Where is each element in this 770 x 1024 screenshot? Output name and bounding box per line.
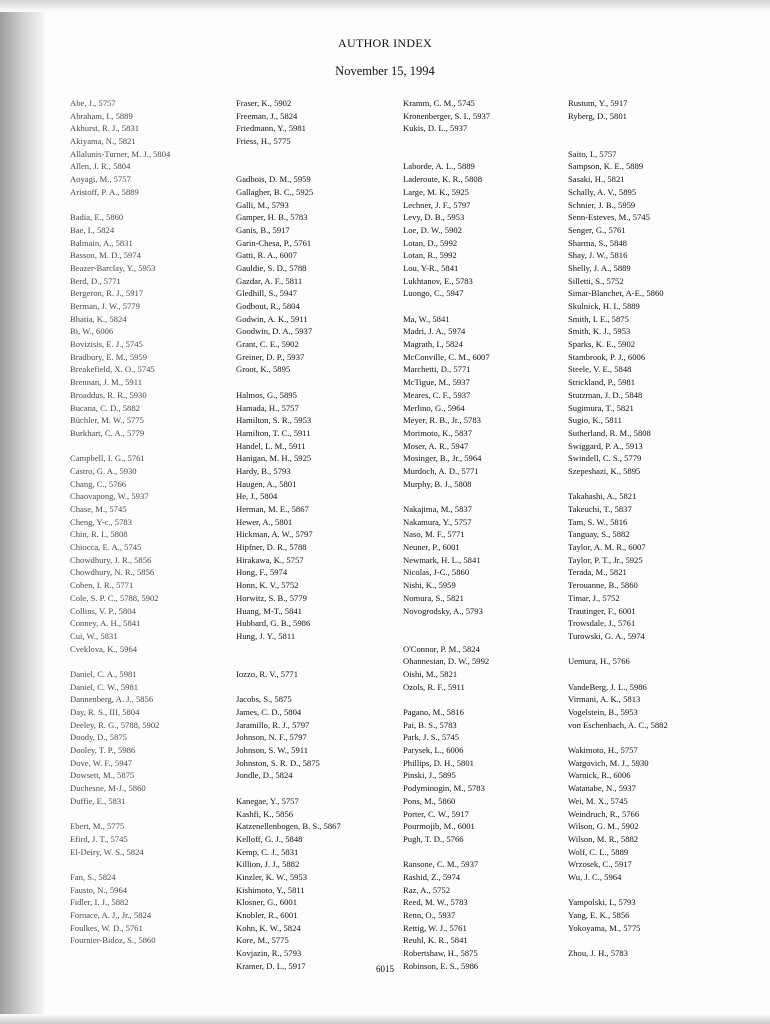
index-entry: Pagano, M., 5816	[403, 707, 464, 717]
index-entry: Hubbard, G. B., 5986	[236, 618, 311, 629]
index-entry: Gazdar, A. F., 5811	[236, 275, 303, 286]
index-entry: Pinski, J., 5895	[403, 770, 456, 781]
index-entry: Killion, J. J., 5882	[236, 859, 300, 870]
index-entry: Neuner, P., 6001	[403, 542, 460, 553]
index-gap	[403, 617, 490, 630]
index-entry: Godwin, A. K., 5911	[236, 313, 308, 324]
index-entry: Abe, J., 5757	[70, 98, 116, 108]
index-entry: Day, R. S., III, 5804	[70, 707, 140, 717]
index-entry: Kanegae, Y., 5757	[236, 795, 299, 806]
index-entry: Novogrodsky, A., 5793	[403, 605, 483, 616]
index-entry: Chiocca, E. A., 5745	[70, 542, 142, 553]
index-entry: Fan, S., 5824	[70, 871, 116, 882]
index-entry: Chase, M., 5745	[70, 504, 127, 514]
index-entry: Mosinger, B., Jr., 5964	[403, 453, 482, 464]
index-entry: Chaovapong, W., 5937	[70, 491, 149, 502]
index-entry: Nomura, S., 5821	[403, 592, 464, 603]
index-entry: Abraham, I., 5889	[70, 110, 133, 121]
index-entry: Kovjazin, R., 5793	[236, 948, 302, 959]
index-gap	[236, 655, 341, 668]
index-gap	[568, 731, 668, 744]
index-entry: Ransone, C. M., 5937	[403, 859, 479, 870]
index-entry: Pugh, T. D., 5766	[403, 833, 464, 844]
index-entry: Conney, A. H., 5841	[70, 618, 141, 629]
index-entry: Ebert, M., 5775	[70, 821, 125, 832]
index-entry: Hickman, A. W., 5797	[236, 529, 313, 540]
index-entry: Newmark, H. L., 5841	[403, 554, 481, 565]
index-gap	[236, 643, 341, 656]
index-entry: Aristoff, P. A., 5889	[70, 186, 139, 197]
index-entry: Jacobs, S., 5875	[236, 694, 292, 705]
index-entry: Katzenellenbogen, B. S., 5867	[236, 821, 341, 832]
index-entry: Parysek, L., 6006	[403, 745, 464, 756]
index-entry: Park, J. S., 5745	[403, 732, 460, 743]
index-entry: Cui, W., 5831	[70, 630, 118, 641]
index-entry: James, C. D., 5804	[236, 707, 302, 717]
index-entry: Deeley, R. G., 5788, 5902	[70, 719, 160, 730]
index-entry: Bovizisis, E. J., 5745	[70, 339, 143, 350]
index-entry: Fausto, N., 5964	[70, 884, 128, 895]
index-entry: VandeBerg, J. L., 5986	[568, 681, 647, 692]
index-entry: El-Deiry, W. S., 5824	[70, 846, 144, 857]
index-entry: Huang, M-T., 5841	[236, 605, 302, 616]
page-title: AUTHOR INDEX	[338, 36, 432, 50]
index-gap	[568, 884, 668, 897]
index-entry: Kore, M., 5775	[236, 935, 289, 946]
index-gap	[236, 160, 341, 173]
index-entry: Morimoto, K., 5837	[403, 427, 472, 438]
index-entry: Allalunis-Turner, M. J., 5804	[70, 148, 171, 159]
index-entry: Watanabe, N., 5937	[568, 783, 636, 794]
index-entry: Greiner, D. P., 5937	[236, 351, 305, 362]
index-entry: Haugen, A., 5801	[236, 478, 297, 489]
index-column-2	[236, 97, 341, 972]
index-entry: Robinson, E. S., 5986	[403, 960, 479, 971]
index-gap	[403, 300, 490, 313]
index-entry: Kashfi, K., 5856	[236, 808, 294, 819]
index-entry: Berd, D., 5771	[70, 275, 121, 286]
index-entry: Wu, J. C., 5964	[568, 871, 622, 882]
index-entry: Cheng, Y-c., 5783	[70, 516, 132, 527]
index-entry: Rashid, Z., 5974	[403, 871, 461, 882]
index-entry: Taylor, P. T., Jr., 5925	[568, 554, 643, 565]
index-entry: Bae, I., 5824	[70, 224, 115, 235]
index-entry: Phillips, D. H., 5801	[403, 757, 474, 768]
index-entry: Hamilton, S. R., 5953	[236, 415, 312, 426]
index-entry: Johnson, N. F., 5797	[236, 732, 307, 743]
index-entry: Sharma, S., 5848	[568, 237, 627, 248]
index-entry: Nakamura, Y., 5757	[403, 516, 472, 527]
index-entry: Murphy, B. J., 5808	[403, 478, 472, 489]
index-entry: Szepeshazi, K., 5895	[568, 465, 641, 476]
index-entry: Kohn, K. W., 5824	[236, 922, 301, 933]
index-entry: Stutzman, J. D., 5848	[568, 389, 643, 400]
page-date: November 15, 1994	[335, 64, 435, 78]
index-entry: Sutherland, R. M., 5808	[568, 427, 651, 438]
index-gap	[568, 478, 668, 491]
index-entry: Marchetti, D., 5771	[403, 364, 471, 375]
index-entry: Pons, M., 5860	[403, 795, 456, 806]
index-entry: Meyer, R. B., Jr., 5783	[403, 415, 481, 426]
index-entry: Cole, S. P. C., 5788, 5902	[70, 592, 159, 603]
index-entry: Breakefield, X. O., 5745	[70, 364, 155, 375]
index-gap	[70, 655, 170, 668]
index-entry: Sugimura, T., 5821	[568, 402, 634, 413]
index-entry: Beazer-Barclay, Y., 5953	[70, 262, 156, 273]
index-entry: Smith, I. E., 5875	[568, 313, 629, 324]
index-entry: Terada, M., 5821	[568, 567, 627, 578]
index-entry: McConville, C. M., 6007	[403, 351, 490, 362]
index-entry: von Eschenbach, A. C., 5882	[568, 719, 668, 730]
index-gap	[568, 934, 668, 947]
index-entry: Smith, K. J., 5953	[568, 326, 631, 337]
index-entry: Akiyama, N., 5821	[70, 136, 136, 147]
index-entry: Schally, A. V., 5895	[568, 186, 637, 197]
index-entry: Gauldie, S. D., 5788	[236, 262, 307, 273]
index-entry: Halmos, G., 5895	[236, 389, 297, 400]
index-gap	[236, 376, 341, 389]
index-entry: Senger, G., 5761	[568, 224, 626, 235]
index-column-1	[70, 97, 170, 947]
index-entry: Skulnick, H. I., 5889	[568, 301, 640, 311]
index-entry: Lechner, J. F., 5797	[403, 199, 471, 210]
index-entry: Fornace, A. J., Jr., 5824	[70, 910, 152, 920]
index-entry: Collins, V. P., 5804	[70, 605, 136, 616]
index-entry: Daniel, C. W., 5981	[70, 681, 139, 692]
index-entry: Ma, W., 5841	[403, 313, 450, 324]
index-gap	[70, 858, 170, 871]
index-entry: Gledhill, S., 5947	[236, 288, 297, 299]
index-entry: Stambrook, P. J., 6006	[568, 351, 646, 362]
index-entry: Balmain, A., 5831	[70, 237, 133, 248]
index-entry: Wakimoto, H., 5757	[568, 745, 638, 756]
index-entry: Lotan, R., 5992	[403, 250, 457, 261]
index-entry: Ohannesian, D. W., 5992	[403, 656, 490, 667]
index-entry: Schnier, J. B., 5959	[568, 199, 636, 210]
index-entry: Freeman, J., 5824	[236, 110, 298, 121]
index-entry: Sampson, K. E., 5889	[568, 161, 644, 172]
index-gap	[236, 681, 341, 694]
index-entry: Simar-Blanchet, A-E., 5860	[568, 288, 664, 299]
index-entry: Kelloff, G. J., 5848	[236, 833, 303, 844]
index-entry: Dove, W. F., 5947	[70, 757, 133, 768]
index-entry: Terouanne, B., 5860	[568, 580, 638, 591]
index-entry: Dannenberg, A. J., 5856	[70, 694, 154, 705]
index-entry: Hardy, B., 5793	[236, 465, 291, 476]
index-column-4	[568, 97, 668, 960]
index-entry: Gadbois, D. M., 5959	[236, 174, 311, 185]
index-entry: Kukis, D. L., 5937	[403, 123, 468, 134]
index-entry: Büchler, M. W., 5775	[70, 415, 144, 426]
index-entry: Porter, C. W., 5917	[403, 808, 469, 819]
index-entry: Large, M. K., 5925	[403, 186, 469, 197]
index-entry: Laborde, A. L., 5889	[403, 161, 475, 172]
index-entry: Pourmojib, M., 6001	[403, 821, 475, 832]
index-entry: Jondle, D., 5824	[236, 770, 293, 781]
index-entry: Murdoch, A. D., 5771	[403, 465, 479, 476]
index-entry: Burkhart, C. A., 5779	[70, 427, 145, 438]
index-entry: O'Connor, P. M., 5824	[403, 643, 480, 654]
index-gap	[403, 630, 490, 643]
index-entry: Hirakawa, K., 5757	[236, 554, 304, 565]
index-gap	[403, 135, 490, 148]
index-entry: Honn, K. V., 5752	[236, 580, 299, 591]
index-entry: Groot, K., 5895	[236, 364, 291, 375]
index-entry: Godbout, R., 5804	[236, 301, 300, 311]
index-entry: Luongo, C., 5947	[403, 288, 464, 299]
index-entry: Bhatia, K., 5824	[70, 313, 127, 324]
index-entry: Galli, M., 5793	[236, 199, 289, 210]
index-entry: Saito, I., 5757	[568, 148, 617, 159]
index-entry: Nishi, K., 5959	[403, 580, 456, 591]
index-entry: Aoyagi, M., 5757	[70, 174, 131, 185]
index-entry: Hong, F., 5974	[236, 567, 288, 578]
index-entry: Oishi, M., 5821	[403, 668, 458, 679]
index-entry: Raz, A., 5752	[403, 884, 451, 895]
index-entry: Sparks, K. E., 5902	[568, 339, 636, 350]
index-entry: Shay, J. W., 5816	[568, 250, 628, 261]
index-entry: Kemp, C. J., 5831	[236, 846, 299, 857]
index-entry: Bi, W., 6006	[70, 326, 114, 337]
index-entry: Swindell, C. S., 5779	[568, 453, 642, 464]
index-entry: Basson, M. D., 5974	[70, 250, 141, 261]
index-entry: Garin-Chesa, P., 5761	[236, 237, 312, 248]
index-entry: Nakajima, M., 5837	[403, 504, 472, 514]
index-entry: Knobler, R., 6001	[236, 910, 298, 920]
index-entry: Takahashi, A., 5821	[568, 491, 637, 502]
index-entry: He, J., 5804	[236, 491, 278, 502]
page-number: 6015	[376, 964, 394, 974]
index-entry: Silletti, S., 5752	[568, 275, 624, 286]
index-entry: Herman, M. E., 5867	[236, 504, 309, 514]
index-gap	[403, 148, 490, 161]
index-entry: Fidler, I. J., 5882	[70, 897, 129, 908]
index-entry: Takeuchi, T., 5837	[568, 504, 632, 514]
index-entry: Gallagher, B. C., 5925	[236, 186, 314, 197]
index-entry: Lotan, D., 5992	[403, 237, 458, 248]
index-entry: Vogelstein, B., 5953	[568, 707, 638, 717]
index-entry: Yokoyama, M., 5775	[568, 922, 641, 933]
index-entry: Goodwin, D. A., 5937	[236, 326, 313, 337]
index-entry: Fournier-Bidoz, S., 5860	[70, 935, 156, 946]
index-entry: Levy, D. B., 5953	[403, 212, 465, 223]
index-gap	[236, 148, 341, 161]
index-entry: Wei, M. X., 5745	[568, 795, 628, 806]
index-gap	[403, 490, 490, 503]
index-entry: Loe, D. W., 5902	[403, 224, 462, 235]
index-entry: Bucana, C. D., 5882	[70, 402, 140, 413]
index-entry: Pai, B. S., 5783	[403, 719, 457, 730]
index-entry: Timar, J., 5752	[568, 592, 620, 603]
index-entry: Bradbury, E. M., 5959	[70, 351, 148, 362]
index-entry: Grant, C. E., 5902	[236, 339, 299, 350]
index-entry: Klosner, G., 6001	[236, 897, 297, 908]
index-entry: Foulkes, W. D., 5761	[70, 922, 143, 933]
index-entry: Cohen, I. R., 5771	[70, 580, 134, 591]
index-entry: Akhurst, R. J., 5831	[70, 123, 139, 134]
index-entry: Shelly, J. A., 5889	[568, 262, 631, 273]
index-entry: Moser, A. R., 5947	[403, 440, 469, 451]
index-entry: Wolf, C. L., 5889	[568, 846, 629, 857]
index-entry: Robertshaw, H., 5875	[403, 948, 478, 959]
index-gap	[568, 643, 668, 656]
index-entry: Handel, L. M., 5911	[236, 440, 306, 451]
index-entry: Hipfner, D. R., 5788	[236, 542, 307, 553]
index-entry: Duchesne, M-J., 5860	[70, 783, 146, 794]
index-entry: Wargovich, M. J., 5930	[568, 757, 649, 768]
index-entry: Sasaki, H., 5821	[568, 174, 625, 185]
index-entry: Cveklova, K., 5964	[70, 643, 138, 654]
index-entry: Lou, Y-R., 5841	[403, 262, 459, 273]
index-entry: Magrath, I., 5824	[403, 339, 463, 350]
index-entry: Fraser, K., 5902	[236, 98, 292, 108]
index-entry: Wilson, G. M., 5902	[568, 821, 639, 832]
index-entry: Daniel, C. A., 5981	[70, 668, 137, 679]
index-entry: Warnick, R., 6006	[568, 770, 631, 781]
index-entry: Reuhl, K. R., 5841	[403, 935, 468, 946]
index-entry: Friess, H., 5775	[236, 136, 291, 147]
index-entry: Hung, J. Y., 5811	[236, 630, 296, 641]
index-gap	[403, 693, 490, 706]
index-gap	[568, 135, 668, 148]
index-entry: Jaramillo, R. J., 5797	[236, 719, 310, 730]
index-gap	[70, 808, 170, 821]
index-entry: Hamilton, T. C., 5911	[236, 427, 311, 438]
index-entry: Rettig, W. J., 5761	[403, 922, 467, 933]
index-entry: Berman, J. W., 5779	[70, 301, 140, 311]
bottom-edge-shadow	[0, 1014, 770, 1024]
index-entry: Nicolas, J-C., 5860	[403, 567, 470, 578]
index-entry: Turowski, G. A., 5974	[568, 630, 645, 641]
index-entry: Ryberg, D., 5801	[568, 110, 627, 121]
index-entry: Senn-Esteves, M., 5745	[568, 212, 650, 223]
index-entry: Virmani, A. K., 5813	[568, 694, 641, 705]
index-entry: Johnson, S. W., 5911	[236, 745, 309, 756]
index-entry: Sugio, K., 5811	[568, 415, 622, 426]
index-entry: Chowdhury, J. R., 5856	[70, 554, 152, 565]
index-entry: Trautinger, F., 6001	[568, 605, 636, 616]
index-entry: Hanigan, M. H., 5925	[236, 453, 312, 464]
index-entry: Tam, S. W., 5816	[568, 516, 628, 527]
index-entry: Madri, J. A., 5974	[403, 326, 466, 337]
index-entry: Reed, M. W., 5783	[403, 897, 468, 908]
index-entry: Chowdhury, N. R., 5856	[70, 567, 155, 578]
index-gap	[568, 668, 668, 681]
index-entry: Naso, M. F., 5771	[403, 529, 465, 540]
index-entry: Trowsdale, J., 5761	[568, 618, 636, 629]
index-entry: Wrzosek, C., 5917	[568, 859, 632, 870]
index-entry: Dooley, T. P., 5986	[70, 745, 136, 756]
index-entry: Kinzler, K. W., 5953	[236, 871, 308, 882]
index-entry: Friedmann, Y., 5981	[236, 123, 306, 134]
top-edge-shadow	[0, 0, 770, 12]
index-gap	[403, 846, 490, 859]
index-entry: Ganis, B., 5917	[236, 224, 290, 235]
index-entry: Lukhtanov, E., 5783	[403, 275, 473, 286]
index-entry: Campbell, I. G., 5761	[70, 453, 145, 464]
index-entry: Yampolski, I., 5793	[568, 897, 636, 908]
index-entry: Efird, J. T., 5745	[70, 833, 128, 844]
index-entry: Uemura, H., 5766	[568, 656, 630, 667]
index-entry: Weindruch, R., 5766	[568, 808, 640, 819]
index-entry: Steele, V. E., 5848	[568, 364, 632, 375]
index-entry: Laderoute, K. R., 5808	[403, 174, 482, 185]
index-entry: Dowsett, M., 5875	[70, 770, 135, 781]
index-entry: Kronenberger, S. I., 5937	[403, 110, 491, 121]
index-entry: Chang, C., 5766	[70, 478, 127, 489]
index-entry: Brennan, J. M., 5911	[70, 377, 143, 388]
index-entry: Badia, E., 5860	[70, 212, 124, 223]
index-entry: Meares, C. F., 5937	[403, 389, 471, 400]
index-entry: Gatti, R. A., 6007	[236, 250, 297, 261]
index-entry: Gamper, H. B., 5783	[236, 212, 308, 223]
index-entry: McTigue, M., 5937	[403, 377, 470, 388]
index-entry: Kramm, C. M., 5745	[403, 98, 475, 108]
index-entry: Castro, G. A., 5930	[70, 465, 137, 476]
binding-shadow	[0, 0, 44, 1024]
index-entry: Bergeron, R. J., 5917	[70, 288, 144, 299]
index-entry: Wilson, M. R., 5882	[568, 833, 639, 844]
index-entry: Chin, R. I., 5808	[70, 529, 128, 540]
index-gap	[70, 440, 170, 453]
index-entry: Doody, D., 5875	[70, 732, 127, 743]
index-entry: Hamada, H., 5757	[236, 402, 299, 413]
index-entry: Swiggard, P. A., 5913	[568, 440, 643, 451]
index-entry: Broaddus, R. R., 5930	[70, 389, 147, 400]
index-entry: Taylor, A. M. R., 6007	[568, 542, 646, 553]
index-entry: Yang, E. K., 5856	[568, 910, 630, 920]
index-entry: Horwitz, S. B., 5779	[236, 592, 307, 603]
index-entry: Rustum, Y., 5917	[568, 98, 628, 108]
index-entry: Strickland, P., 5981	[568, 377, 636, 388]
index-entry: Johnston, S. R. D., 5875	[236, 757, 320, 768]
index-entry: Renn, O., 5937	[403, 910, 456, 920]
index-entry: Podyminogin, M., 5783	[403, 783, 485, 794]
index-entry: Allen, J. R., 5804	[70, 161, 131, 172]
index-gap	[236, 782, 341, 795]
index-entry: Hewer, A., 5801	[236, 516, 293, 527]
index-gap	[568, 122, 668, 135]
index-entry: Tanguay, S., 5882	[568, 529, 630, 540]
index-entry: Kishimoto, Y., 5811	[236, 884, 305, 895]
index-entry: Zhou, J. H., 5783	[568, 948, 628, 959]
index-column-3	[403, 97, 490, 972]
index-gap	[70, 199, 170, 212]
index-entry: Kramer, D. L., 5917	[236, 960, 306, 971]
index-entry: Duffie, E., 5831	[70, 795, 126, 806]
index-entry: Iozzo, R. V., 5771	[236, 668, 298, 679]
index-entry: Merlino, G., 5964	[403, 402, 465, 413]
index-entry: Ozols, R. F., 5911	[403, 681, 465, 692]
